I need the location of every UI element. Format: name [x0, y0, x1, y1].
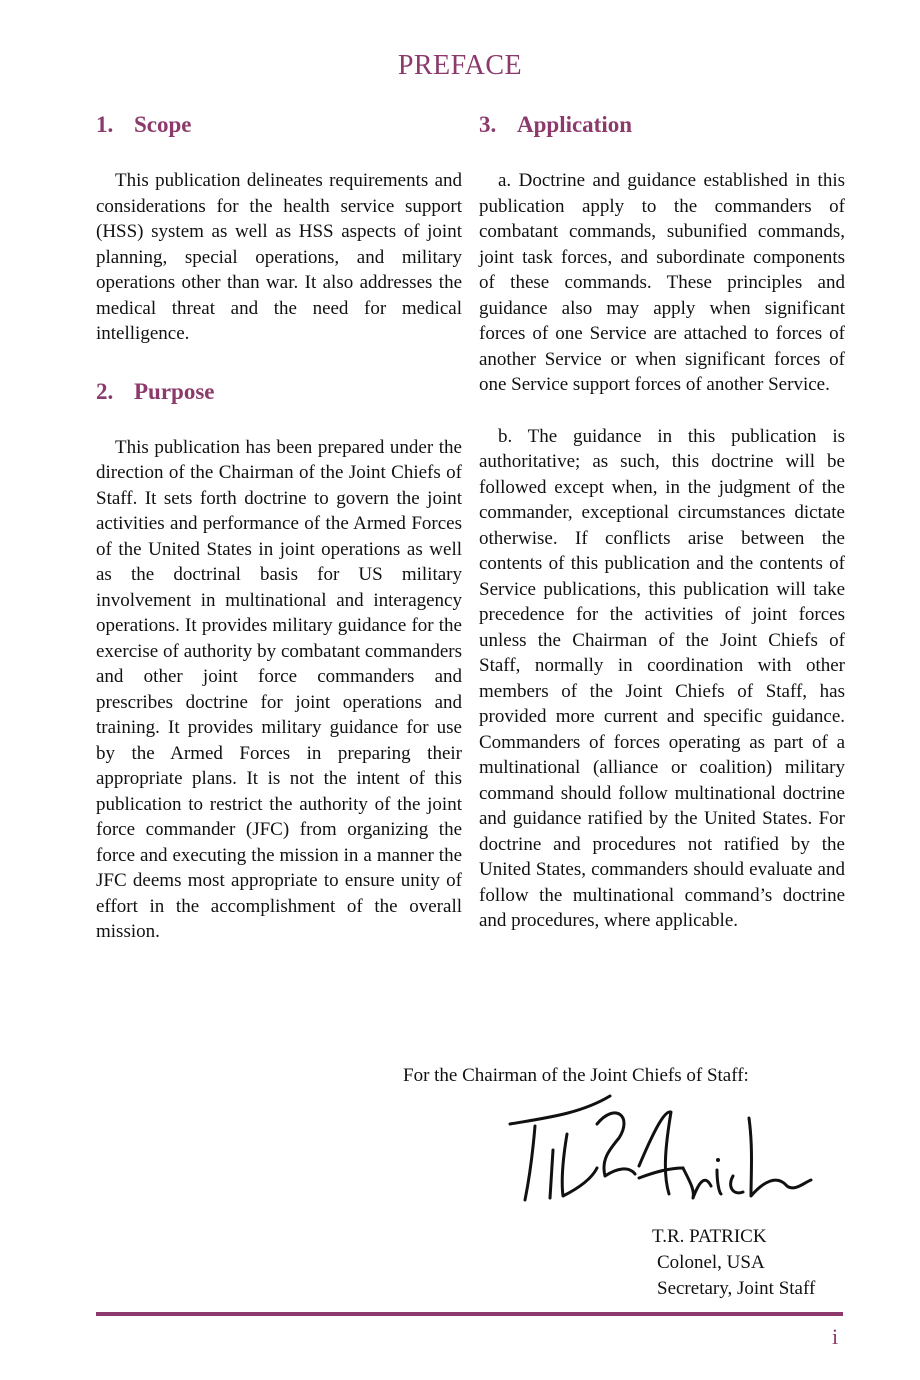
purpose-paragraph: This publication has been prepared under the direction of the Chairman of the Joint Chiefs of Staff. It sets forth doctrine to govern the joint activities and performance of the Armed Forces of the United States in joint operations as well as the doctrinal basis for US military involvement in multinational and interagency operations. It provides military guidance for the exercise of authority by combatant commanders and other joint force commanders and prescribes doctrine for joint operations and training. It provides military guidance for use by the Armed Forces in preparing their appropriate plans. It is not the intent of this publication to restrict the authority of the joint force commander (JFC) from organizing the force and executing the mission in a manner the JFC deems most appropriate to ensure unity of effort in the accomplishment of the overall mission. — [96, 436, 462, 942]
purpose-number: 2. — [96, 378, 114, 404]
left-column — [96, 110, 462, 945]
footer-rule — [96, 1312, 843, 1316]
application-paragraph-a: a. Doctrine and guidance established in this publication apply to the commanders of combatant commands, subunified commands, joint task forces, and subordinate components of these commands. These principles and guidance also may apply when significant forces of one Service are attached to forces of another Service or when significant forces of one Service support forces of another Service. — [479, 170, 845, 395]
application-heading — [479, 110, 845, 140]
scope-heading — [96, 110, 462, 140]
application-number: 3. — [479, 112, 497, 137]
page-number: i — [832, 1324, 839, 1349]
application-paragraph-b: b. The guidance in this publication is authoritative; as such, this doctrine will be followed except when, in the judgment of the commander, exceptional circumstances dictate otherwise. If conflicts arise between the contents of this publication and the contents of Service publications, this publication will take precedence for the activities of joint forces unless the Chairman of the Joint Chiefs of Staff, normally in coordination with other members of the Joint Chiefs of Staff, has provided more current and specific guidance. Commanders of forces operating as part of a multinational (alliance or coalition) military command should follow multinational doctrine and guidance ratified by the United States. For doctrine and procedures not ratified by the United States, commanders should evaluate and follow the multinational command’s doctrine and procedures, where applicable. — [479, 425, 845, 931]
purpose-heading — [96, 377, 462, 407]
signatory-block — [652, 1224, 815, 1302]
handwritten-signature — [505, 1088, 815, 1213]
application-heading-text: Application — [517, 112, 633, 137]
right-column — [479, 110, 845, 934]
scope-number: 1. — [96, 112, 114, 137]
signatory-rank: Colonel, USA — [657, 1252, 765, 1273]
scope-paragraph: This publication delineates requirements and considerations for the health service support (HSS) system as well as HSS aspects of joint planning, special operations, and military operations other than war. It also addresses the medical threat and the need for medical intelligence. — [96, 170, 462, 344]
page-title: PREFACE — [397, 50, 523, 81]
scope-heading-text: Scope — [134, 112, 192, 137]
purpose-heading-text: Purpose — [134, 378, 215, 404]
signature-intro: For the Chairman of the Joint Chiefs of Staff: — [403, 1065, 749, 1086]
signatory-name: T.R. PATRICK — [652, 1226, 767, 1247]
signatory-position: Secretary, Joint Staff — [657, 1278, 816, 1299]
